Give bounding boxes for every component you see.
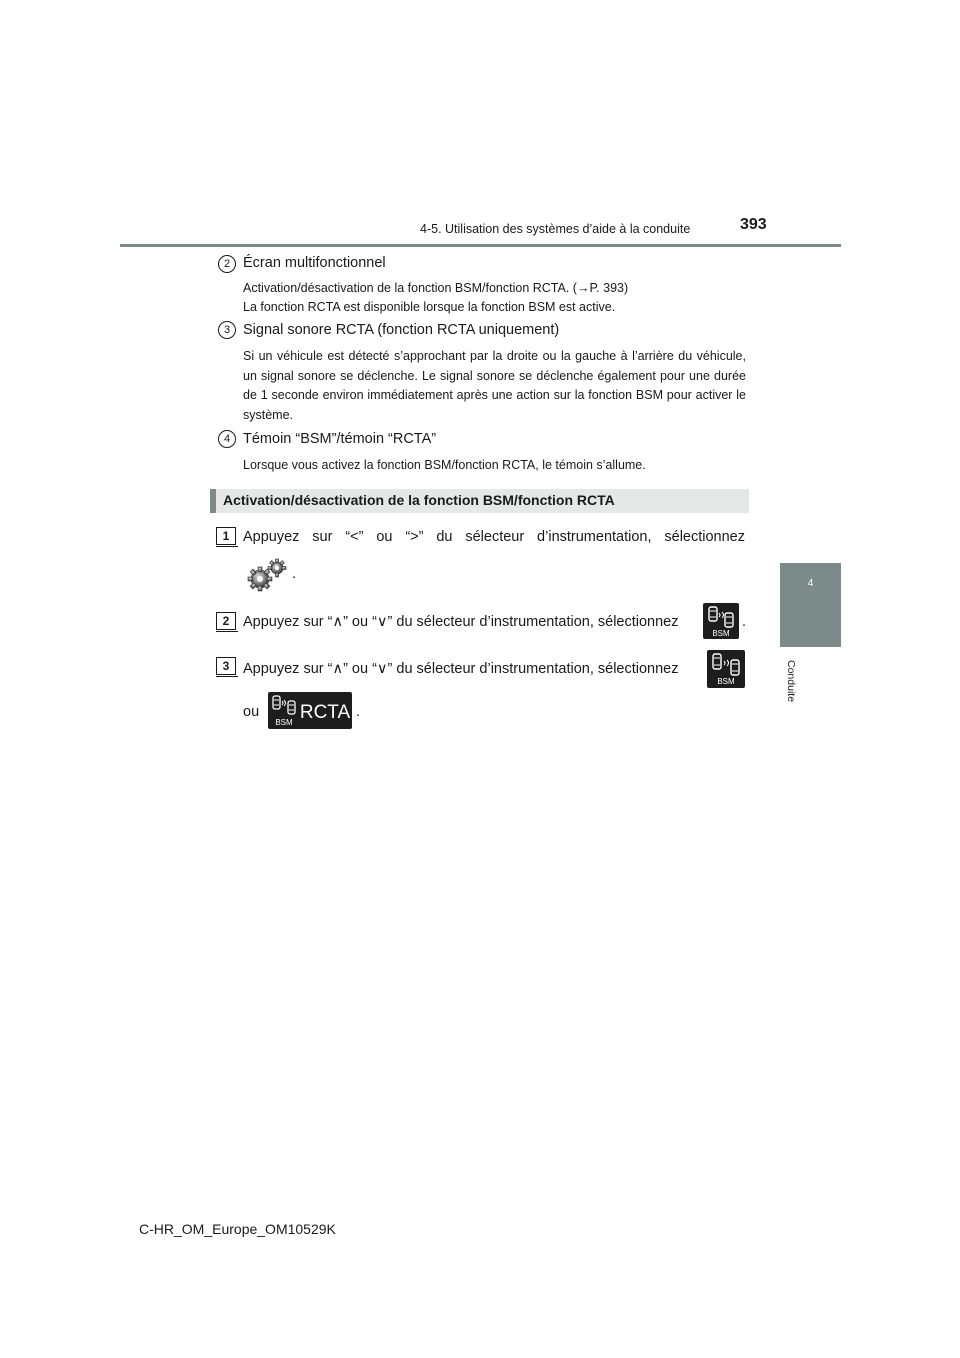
step-text-or: ou xyxy=(243,704,260,720)
item-title-indicators: Témoin “BSM”/témoin “RCTA” xyxy=(243,431,437,447)
chapter-number: 4 xyxy=(807,578,814,589)
bsm-rcta-icon xyxy=(268,692,352,729)
step-text: Appuyez sur “∧” ou “∨” du sélecteur d’instrumentation, sélectionnez xyxy=(243,614,679,630)
item-text-line: La fonction RCTA est disponible lorsque la fonction BSM est active. xyxy=(243,300,616,314)
chapter-label: Conduite xyxy=(785,660,797,703)
item-number-3: 3 xyxy=(218,321,236,339)
rcta-icon-label: RCTA xyxy=(299,702,351,723)
step-underline xyxy=(216,676,238,677)
section-path: 4-5. Utilisation des systèmes d’aide à la conduite xyxy=(420,222,691,236)
item-text-line: Activation/désactivation de la fonction BSM/fonction RCTA. (→P. 393) xyxy=(243,281,629,295)
item-paragraph: Si un véhicule est détecté s’approchant par la droite ou la gauche à l’arrière du véhicule, un signal sonore se déclenche. Le signal sonore se déclenche également pour une durée de 1 seconde environ immédiatement après une action sur la fonction BSM pour activer le système. xyxy=(243,349,746,422)
bsm-icon xyxy=(707,650,745,688)
step-text: Appuyez sur “<” ou “>” du sélecteur d’instrumentation, sélectionnez xyxy=(243,529,745,545)
section-title: Activation/désactivation de la fonction BSM/fonction RCTA xyxy=(223,492,615,508)
bsm-icon-label: BSM xyxy=(275,718,293,727)
step-text-period: . xyxy=(742,614,747,630)
page-number: 393 xyxy=(740,216,767,233)
item-title-rcta-buzzer: Signal sonore RCTA (fonction RCTA uniquement) xyxy=(243,322,560,338)
step-number-3: 3 xyxy=(216,657,236,675)
bsm-icon xyxy=(703,603,739,639)
step-underline xyxy=(216,631,238,632)
settings-gears-icon xyxy=(244,557,290,593)
bsm-icon-label: BSM xyxy=(712,629,730,638)
item-number-2: 2 xyxy=(218,255,236,273)
header-rule xyxy=(120,244,841,247)
step-number-1: 1 xyxy=(216,527,236,545)
item-text-line: Lorsque vous activez la fonction BSM/fonction RCTA, le témoin s’allume. xyxy=(243,458,646,472)
bsm-icon-label: BSM xyxy=(717,677,735,686)
section-header-accent xyxy=(210,489,216,513)
item-title-multi-display: Écran multifonctionnel xyxy=(243,255,386,271)
step-text-period: . xyxy=(292,566,297,582)
item-number-4: 4 xyxy=(218,430,236,448)
manual-id: C-HR_OM_Europe_OM10529K xyxy=(139,1221,336,1237)
step-text: Appuyez sur “∧” ou “∨” du sélecteur d’instrumentation, sélectionnez xyxy=(243,661,679,677)
step-text-period: . xyxy=(356,704,361,720)
step-number-2: 2 xyxy=(216,612,236,630)
chapter-tab xyxy=(780,563,841,647)
step-underline xyxy=(216,546,238,547)
